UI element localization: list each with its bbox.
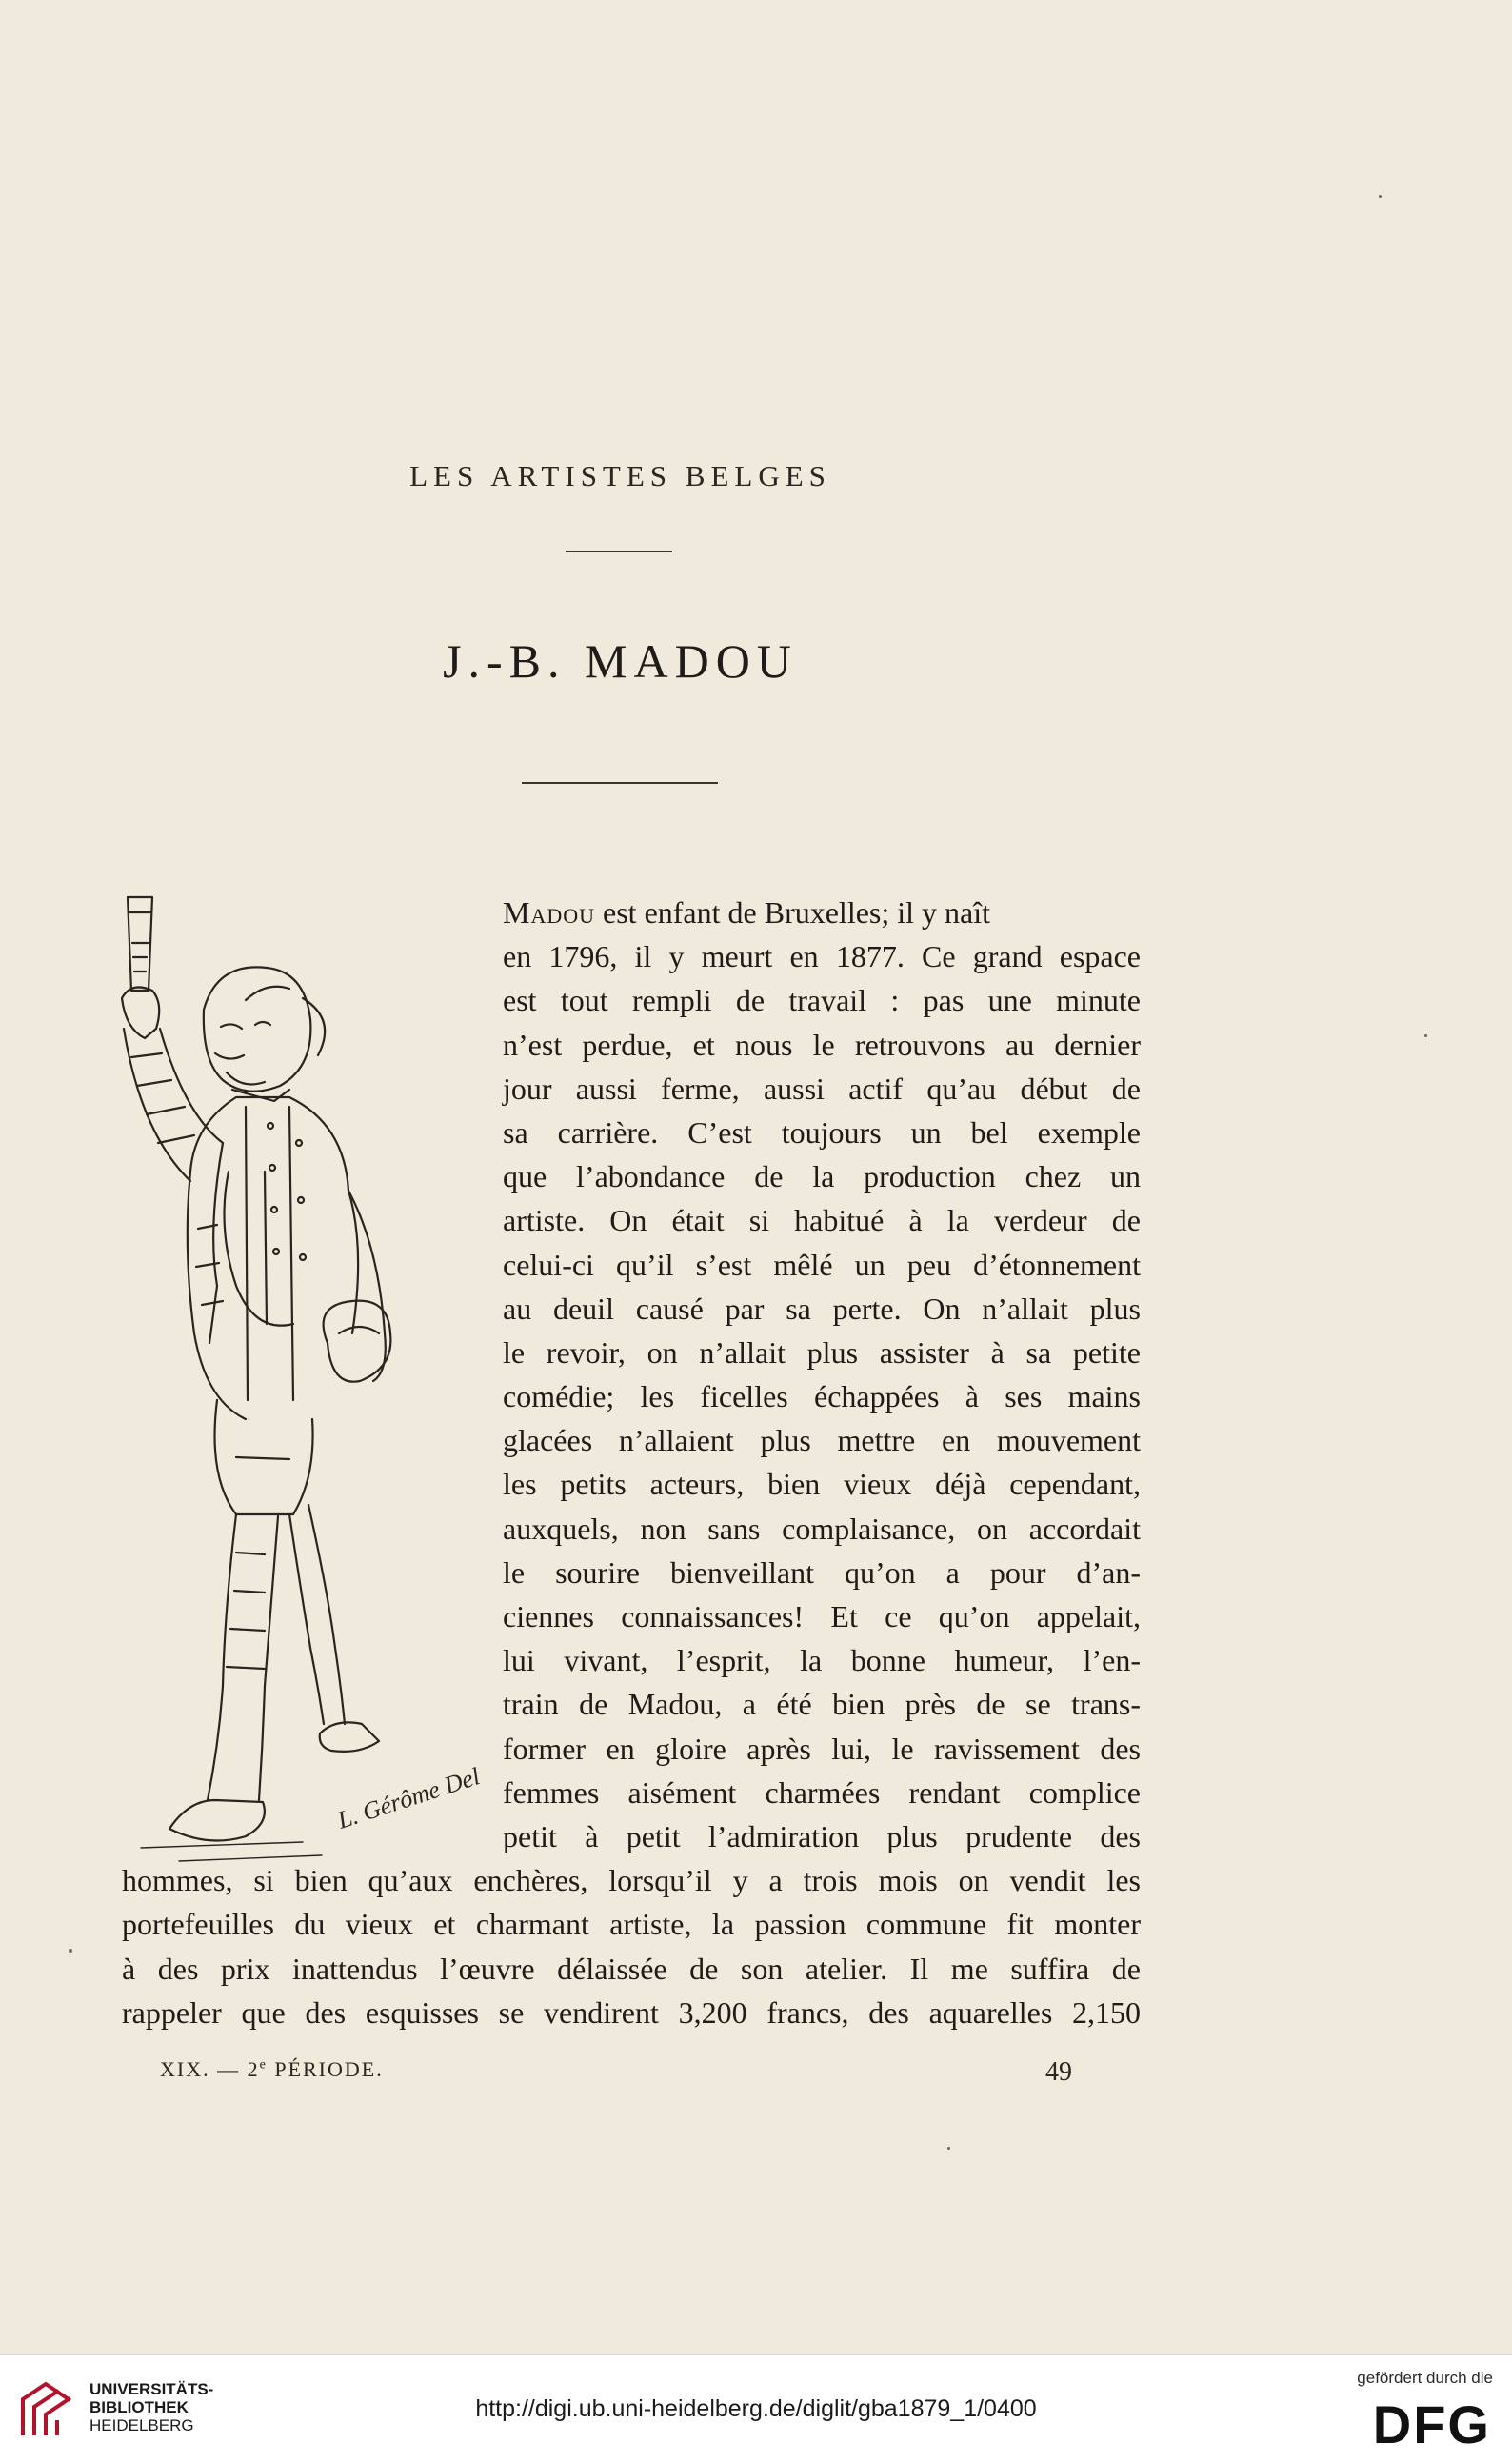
lead-word: Madou xyxy=(503,895,596,930)
title-rule-top xyxy=(566,551,672,552)
text-line: le sourire bienveillant qu’on a pour d’an- xyxy=(503,1554,1141,1590)
text-line: ciennes connaissances! Et ce qu’on appelait, xyxy=(503,1599,1141,1633)
text-line: comédie; les ficelles échappées à ses mains xyxy=(503,1379,1141,1414)
text-line xyxy=(122,891,1141,934)
paper-speck xyxy=(1379,195,1382,198)
text-line: que l’abondance de la production chez un xyxy=(503,1159,1141,1194)
text-line: auxquels, non sans complaisance, on accordait xyxy=(503,1511,1141,1546)
text-line: jour aussi ferme, aussi actif qu’au début de xyxy=(503,1071,1141,1106)
library-line-2: BIBLIOTHEK xyxy=(90,2398,189,2416)
text-line: n’est perdue, et nous le retrouvons au dernier xyxy=(503,1027,1141,1062)
text-line: celui-ci qu’il s’est mêlé un peu d’étonnement xyxy=(503,1247,1141,1282)
sponsor-note: gefördert durch die xyxy=(1357,2369,1493,2387)
text-line: les petits acteurs, bien vieux déjà cependant, xyxy=(503,1467,1141,1502)
text-line: hommes, si bien qu’aux enchères, lorsqu’il y a trois mois on vendit les xyxy=(122,1863,1141,1898)
title-rule-bottom xyxy=(522,782,718,784)
text-line: artiste. On était si habitué à la verdeur de xyxy=(503,1203,1141,1238)
article-body xyxy=(122,891,1141,2034)
text-line: sa carrière. C’est toujours un bel exemple xyxy=(503,1114,1141,1150)
text-line: le revoir, on n’allait plus assister à sa petite xyxy=(503,1334,1141,1370)
text-line: est tout rempli de travail : pas une minute xyxy=(503,983,1141,1018)
permalink-url[interactable]: http://digi.ub.uni-heidelberg.de/diglit/gba1879_1/0400 xyxy=(475,2395,1037,2422)
running-title: LES ARTISTES BELGES xyxy=(409,459,831,492)
library-line-3: HEIDELBERG xyxy=(90,2416,194,2434)
paper-speck xyxy=(69,1949,72,1953)
footer-volume: XIX. — 2 xyxy=(160,2057,260,2081)
dfg-logo[interactable]: DFG xyxy=(1372,2394,1491,2454)
paper-speck xyxy=(947,2147,950,2150)
text-line: glacées n’allaient plus mettre en mouvement xyxy=(503,1423,1141,1458)
text-line: petit à petit l’admiration plus prudente des xyxy=(503,1818,1141,1853)
text-line: au deuil causé par sa perte. On n’allait plus xyxy=(503,1291,1141,1326)
digitization-banner xyxy=(0,2354,1512,2464)
text-line: lui vivant, l’esprit, la bonne humeur, l’en- xyxy=(503,1643,1141,1678)
page-number: 49 xyxy=(1045,2057,1072,2087)
text-line: à des prix inattendus l’œuvre délaissée de son atelier. Il me suffira de xyxy=(122,1951,1141,1986)
illustration-signature: L. Gérôme Del xyxy=(333,1762,484,1834)
footer-period: PÉRIODE. xyxy=(274,2057,384,2081)
text-line-content: est enfant de Bruxelles; il y naît xyxy=(595,895,991,930)
text-line: en 1796, il y meurt en 1877. Ce grand espace xyxy=(503,939,1141,974)
text-line: former en gloire après lui, le ravissement des xyxy=(503,1731,1141,1766)
text-line: femmes aisément charmées rendant complice xyxy=(503,1774,1141,1810)
text-line: train de Madou, a été bien près de se trans- xyxy=(503,1687,1141,1722)
paper-speck xyxy=(1424,1034,1427,1037)
footer-volume-sup: e xyxy=(259,2057,268,2073)
text-line: portefeuilles du vieux et charmant artiste, la passion commune fit monter xyxy=(122,1907,1141,1942)
article-title: J.-B. MADOU xyxy=(443,634,798,688)
page-footer xyxy=(160,2057,1122,2087)
text-line: rappeler que des esquisses se vendirent 3,200 francs, des aquarelles 2,150 xyxy=(122,1994,1141,2030)
library-line-1: UNIVERSITÄTS- xyxy=(90,2380,214,2398)
